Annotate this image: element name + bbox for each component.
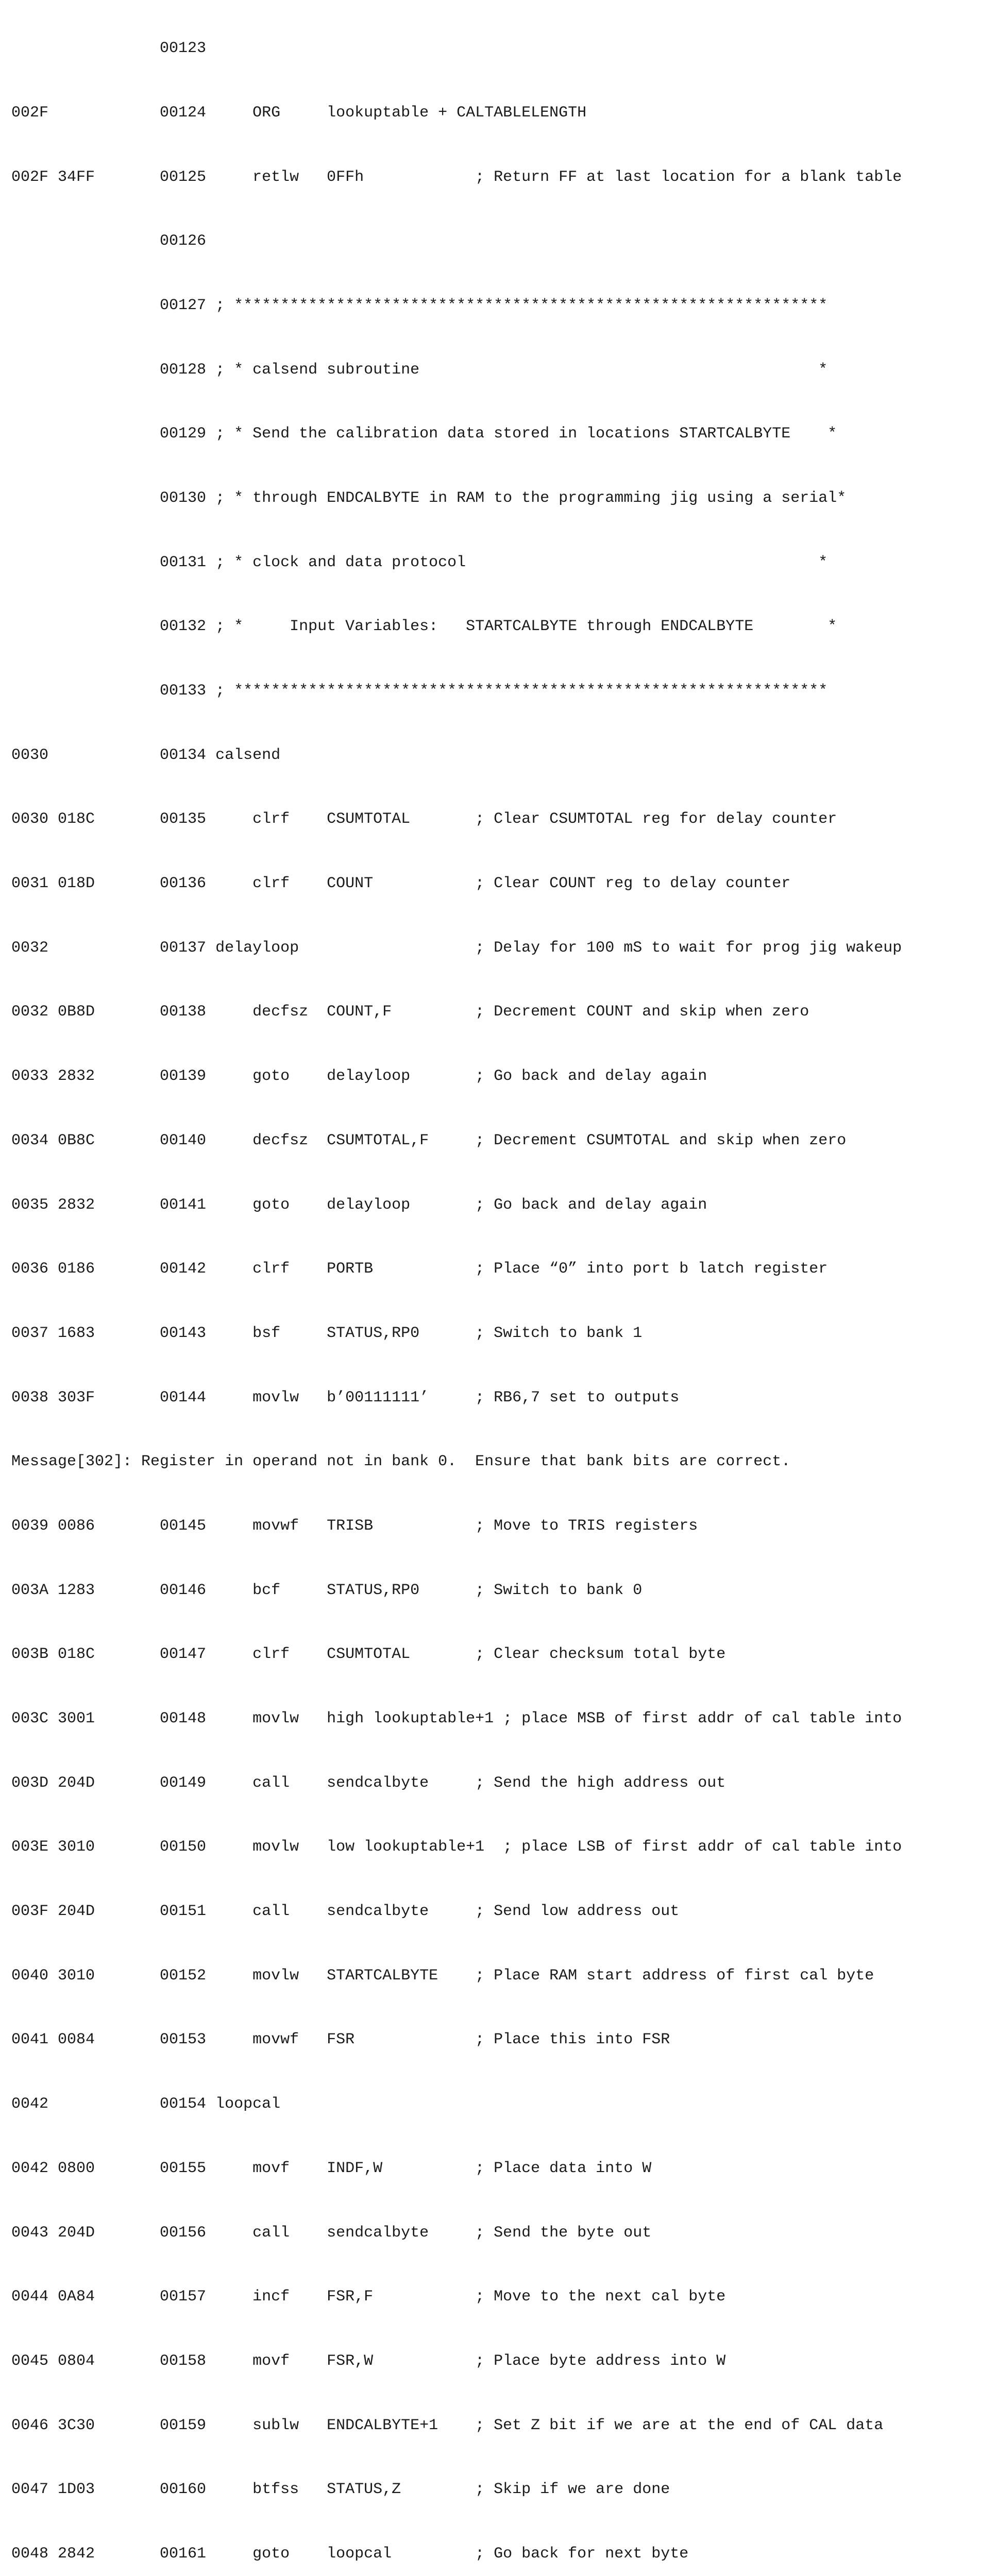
listing-line-00123: 00123 [11,40,207,58]
listing-line: 003A 1283 00146 bcf STATUS,RP0 ; Switch to bank 0 [11,1581,643,1599]
listing-line: 0032 0B8D 00138 decfsz COUNT,F ; Decrement COUNT and skip when zero [11,1003,809,1021]
listing-line: 003F 204D 00151 call sendcalbyte ; Send low address out [11,1903,680,1921]
listing-line: 0040 3010 00152 movlw STARTCALBYTE ; Place RAM start address of first cal byte [11,1967,874,1985]
listing-line: 003E 3010 00150 movlw low lookuptable+1 ; place LSB of first addr of cal table into [11,1838,902,1856]
listing-line: 0034 0B8C 00140 decfsz CSUMTOTAL,F ; Decrement CSUMTOTAL and skip when zero [11,1131,847,1149]
comment-banner-line: 00132 ; * Input Variables: STARTCALBYTE through ENDCALBYTE * [11,618,837,636]
listing-line: 0043 204D 00156 call sendcalbyte ; Send the byte out [11,2224,652,2242]
comment-banner-line: 00130 ; * through ENDCALBYTE in RAM to the programming jig using a serial* [11,489,847,507]
listing-line: 0045 0804 00158 movf FSR,W ; Place byte address into W [11,2352,726,2370]
listing-line-00124: 002F 00124 ORG lookuptable + CALTABLELENGTH [11,104,587,122]
listing-line: 003D 204D 00149 call sendcalbyte ; Send the high address out [11,1774,726,1792]
listing-line: 0044 0A84 00157 incf FSR,F ; Move to the next cal byte [11,2288,726,2306]
assembler-message: Message[302]: Register in operand not in bank 0. Ensure that bank bits are correct. [11,1453,791,1471]
listing-line: 0037 1683 00143 bsf STATUS,RP0 ; Switch to bank 1 [11,1324,643,1342]
listing-line: 0048 2842 00161 goto loopcal ; Go back for next byte [11,2545,689,2563]
listing-line: 0041 0084 00153 movwf FSR ; Place this into FSR [11,2031,670,2049]
label-delayloop: 0032 00137 delayloop ; Delay for 100 mS to wait for prog jig wakeup [11,939,902,957]
listing-line-00125: 002F 34FF 00125 retlw 0FFh ; Return FF at last location for a blank table [11,168,902,186]
listing-line: 003C 3001 00148 movlw high lookuptable+1 ; place MSB of first addr of cal table into [11,1710,902,1727]
label-loopcal: 0042 00154 loopcal [11,2095,281,2113]
listing-line: 0039 0086 00145 movwf TRISB ; Move to TRIS registers [11,1517,698,1535]
listing-line: 0046 3C30 00159 sublw ENDCALBYTE+1 ; Set Z bit if we are at the end of CAL data [11,2416,884,2434]
comment-banner-line: 00127 ; **************************************************************** [11,296,828,314]
comment-banner-line: 00133 ; **************************************************************** [11,682,828,700]
listing-line: 0033 2832 00139 goto delayloop ; Go back and delay again [11,1067,707,1086]
label-calsend: 0030 00134 calsend [11,746,281,764]
listing-line: 003B 018C 00147 clrf CSUMTOTAL ; Clear checksum total byte [11,1646,726,1664]
listing-line: 0036 0186 00142 clrf PORTB ; Place “0” into port b latch register [11,1260,828,1278]
assembly-listing [11,0,993,2576]
listing-line: 0035 2832 00141 goto delayloop ; Go back and delay again [11,1196,707,1214]
listing-line: 0030 018C 00135 clrf CSUMTOTAL ; Clear CSUMTOTAL reg for delay counter [11,810,837,828]
comment-banner-line: 00131 ; * clock and data protocol * [11,553,828,571]
listing-line: 0038 303F 00144 movlw b’00111111’ ; RB6,7 set to outputs [11,1388,680,1406]
listing-line-00126: 00126 [11,232,207,250]
listing-line: 0042 0800 00155 movf INDF,W ; Place data into W [11,2159,652,2177]
comment-banner-line: 00128 ; * calsend subroutine * [11,361,828,379]
listing-line: 0047 1D03 00160 btfss STATUS,Z ; Skip if we are done [11,2481,670,2499]
comment-banner-line: 00129 ; * Send the calibration data stored in locations STARTCALBYTE * [11,425,837,443]
listing-line: 0031 018D 00136 clrf COUNT ; Clear COUNT reg to delay counter [11,875,791,893]
